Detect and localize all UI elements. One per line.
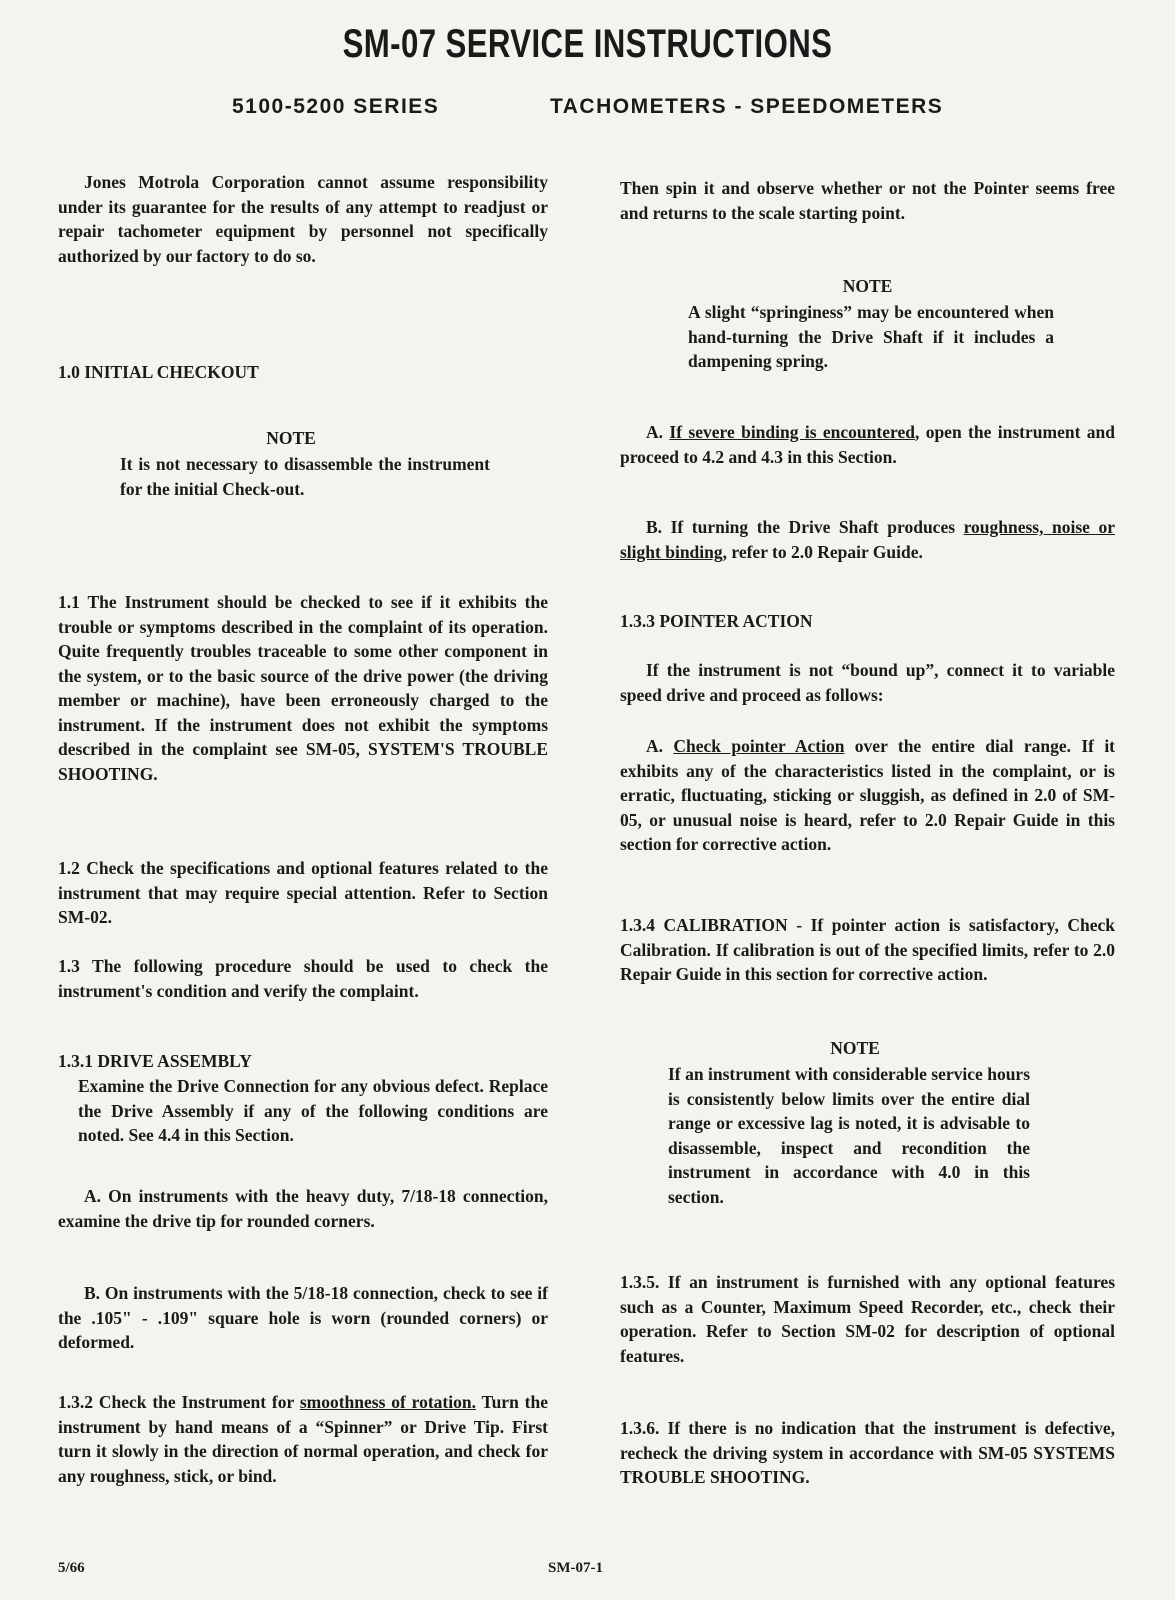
page-title: SM-07 SERVICE INSTRUCTIONS — [342, 22, 833, 66]
paragraph-1-3: 1.3 The following procedure should be used to check the instrument's condition and verify the complaint. — [58, 956, 548, 1001]
series-label: 5100-5200 SERIES — [232, 95, 440, 118]
paragraph-1-3-2 — [58, 1390, 548, 1488]
item-b-rest: refer to 2.0 Repair Guide. — [727, 541, 923, 562]
note-heading: NOTE — [266, 428, 316, 448]
item-a-prefix: A. — [646, 422, 670, 442]
drive-assembly-paragraph: Examine the Drive Connection for any obvious defect. Replace the Drive Assembly if any of the following conditions are noted. See 4.4 in this Section. — [78, 1076, 548, 1145]
binding-item-a — [620, 420, 1115, 469]
pointer-item-prefix: A. — [646, 736, 674, 756]
paragraph-1-3-2-start: 1.3.2 Check the Instrument for — [58, 1392, 300, 1412]
note-heading: NOTE — [830, 1038, 880, 1058]
paragraph-1-3-2-rest: Turn the instrument by hand means of a “Spinner” or Drive Tip. First turn it slowly in the direction of normal operation, and check for any roughness, stick, or bind. — [58, 1392, 548, 1486]
calibration-paragraph: 1.3.4 CALIBRATION - If pointer action is satisfactory, Check Calibration. If calibration is out of the specified limits, refer to 2.0 Repair Guide in this section for corrective action. — [620, 915, 1115, 984]
footer-page-number: SM-07-1 — [548, 1560, 603, 1576]
drive-item-a: A. On instruments with the heavy duty, 7/18-18 connection, examine the drive tip for rounded corners. — [58, 1186, 548, 1231]
paragraph-1-2: 1.2 Check the specifications and optional features related to the instrument that may require special attention. Refer to Section SM-02. — [58, 858, 548, 927]
drive-item-b: B. On instruments with the 5/18-18 connection, check to see if the .105" - .109" square hole is worn (rounded corners) or deformed. — [58, 1283, 548, 1352]
item-a-rest: , open the instrument and proceed to 4.2 and 4.3 in this Section. — [620, 422, 1115, 467]
binding-item-b — [620, 515, 1115, 564]
disclaimer-paragraph: Jones Motrola Corporation cannot assume responsibility under its guarantee for the results of any attempt to readjust or repair tachometer equipment by personnel not specifically authorized by our factory to do so. — [58, 172, 548, 266]
paragraph-1-3-6: 1.3.6. If there is no indication that the instrument is defective, recheck the driving system in accordance with SM-05 SYSTEMS TROUBLE SHOOTING. — [620, 1418, 1115, 1487]
pointer-action-paragraph: If the instrument is not “bound up”, connect it to variable speed drive and proceed as follows: — [620, 660, 1115, 705]
footer-date: 5/66 — [58, 1560, 85, 1576]
section-heading-pointer-action: 1.3.3 POINTER ACTION — [620, 611, 813, 631]
spin-paragraph: Then spin it and observe whether or not the Pointer seems free and returns to the scale starting point. — [620, 178, 1115, 223]
check-pointer-underline: Check pointer Action — [673, 736, 845, 756]
note-text: It is not necessary to disassemble the instrument for the initial Check-out. — [120, 454, 490, 499]
item-b-start: B. If turning the Drive Shaft produces — [646, 517, 964, 537]
smoothness-underline: smoothness of rotation. — [299, 1392, 476, 1412]
note-heading: NOTE — [842, 276, 893, 296]
roughness-underline: roughness, noise or slight binding, — [620, 517, 1115, 562]
section-heading-initial-checkout: 1.0 INITIAL CHECKOUT — [58, 362, 259, 382]
subject-label: TACHOMETERS - SPEEDOMETERS — [550, 95, 944, 118]
pointer-item-rest: over the entire dial range. If it exhibits any of the characteristics listed in the complaint, or is erratic, fluctuating, sticking or sluggish, as defined in 2.0 of SM-05, or unusual noise is heard, refer to 2.0 Repair Guide in this section for corrective action. — [620, 736, 1116, 854]
severe-binding-underline: If severe binding is encountered — [669, 422, 915, 442]
pointer-action-item-a — [620, 734, 1115, 857]
section-heading-drive-assembly: 1.3.1 DRIVE ASSEMBLY — [58, 1051, 252, 1071]
paragraph-1-1: 1.1 The Instrument should be checked to see if it exhibits the trouble or symptoms described in the complaint of its operation. Quite frequently troubles traceable to some other component in the system, or to the basic source of the drive power (the driving member or machine), have been erroneously charged to the instrument. If the instrument does not exhibit the symptoms described in the complaint see SM-05, SYSTEM'S TROUBLE SHOOTING. — [58, 592, 548, 784]
note-text: If an instrument with considerable service hours is consistently below limits over the entire dial range or excessive lag is noted, it is advisable to disassemble, inspect and recondition the instrument in accordance with 4.0 in this section. — [668, 1064, 1030, 1207]
paragraph-1-3-5: 1.3.5. If an instrument is furnished with any optional features such as a Counter, Maximum Speed Recorder, etc., check their operation. Refer to Section SM-02 for description of optional features. — [620, 1272, 1115, 1366]
note-text: A slight “springiness” may be encountered when hand-turning the Drive Shaft if it includes a dampening spring. — [688, 302, 1054, 371]
